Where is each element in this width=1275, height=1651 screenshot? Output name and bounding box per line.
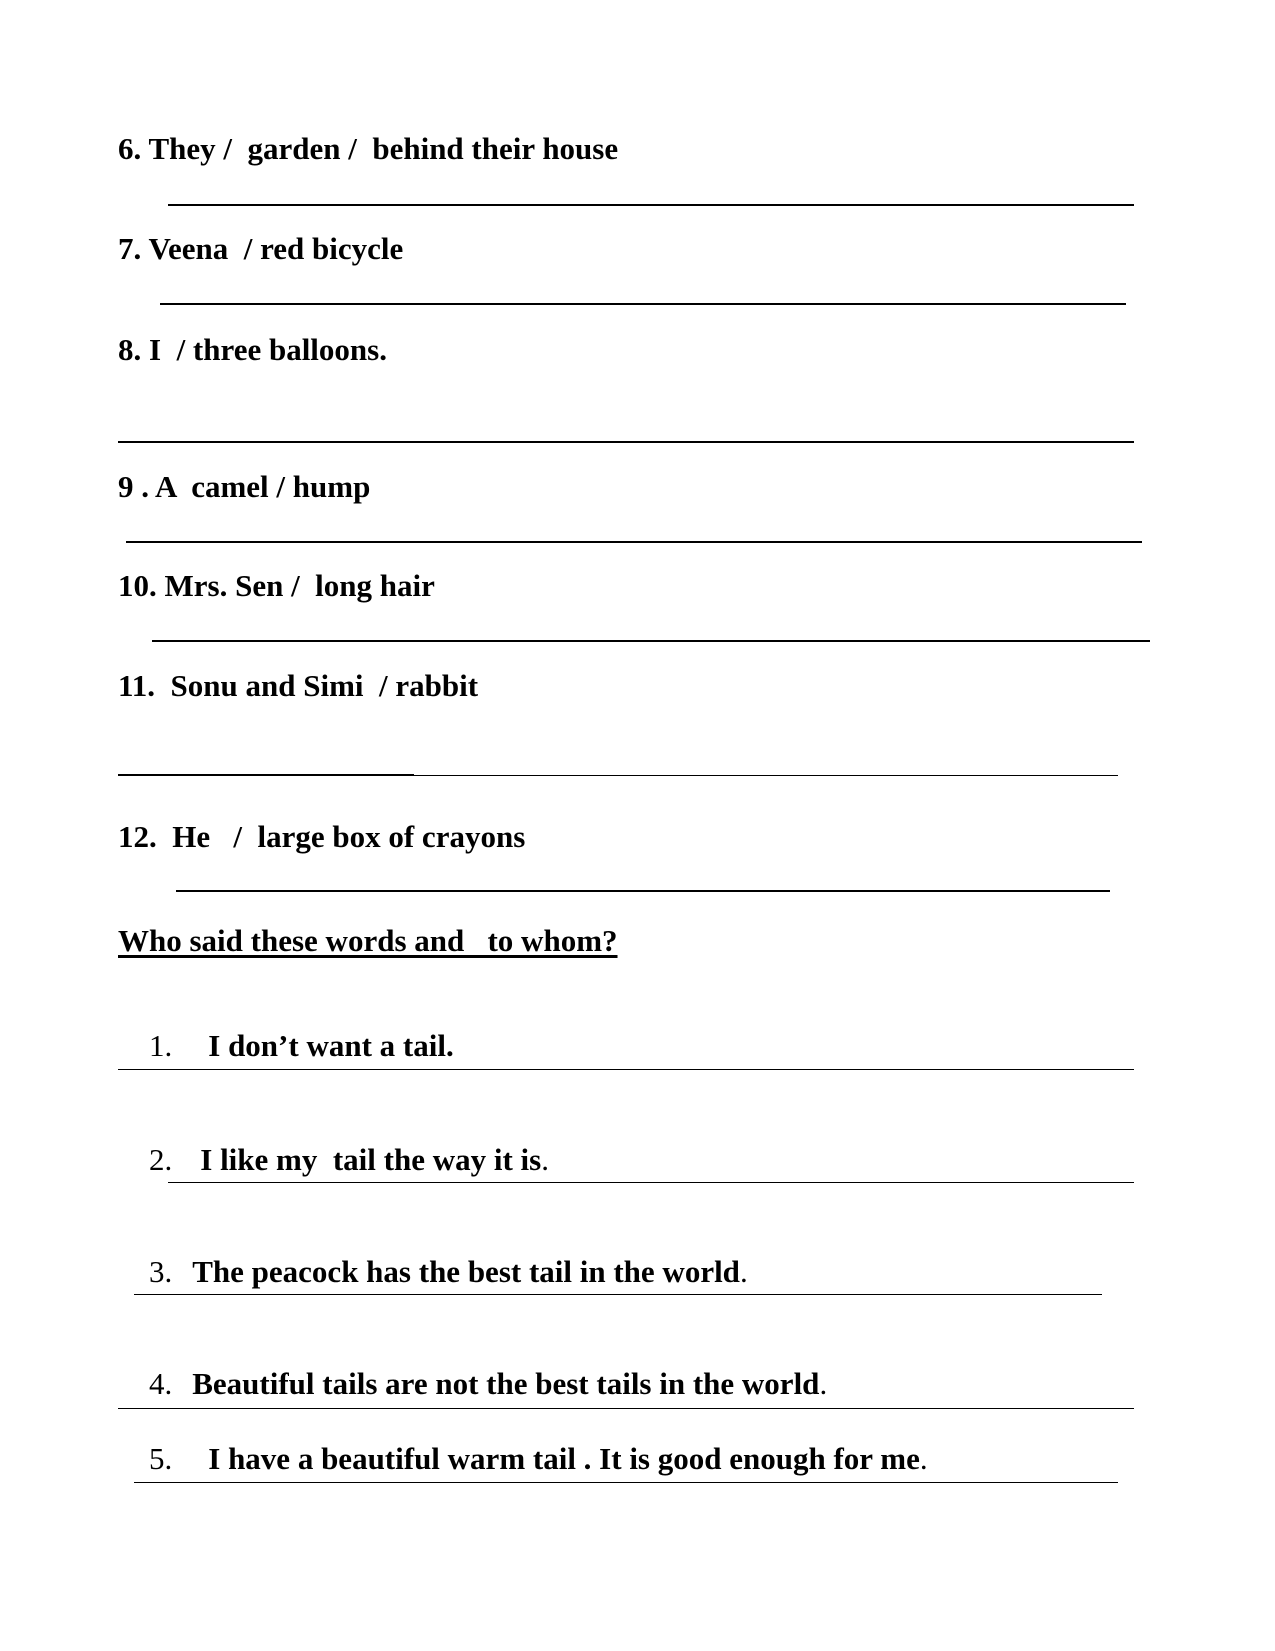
answer-line-7[interactable] bbox=[160, 303, 1126, 305]
speech-period-5: . bbox=[919, 1441, 928, 1476]
speech-question-3 bbox=[118, 1225, 748, 1318]
speech-text-5: I have a beautiful warm tail . It is good enough for me bbox=[208, 1441, 920, 1476]
speech-text-2: I like my tail the way it is bbox=[200, 1142, 542, 1177]
speech-answer-line-1[interactable] bbox=[118, 1069, 1134, 1070]
speech-text-3: The peacock has the best tail in the world bbox=[192, 1254, 740, 1289]
answer-line-12[interactable] bbox=[176, 890, 1110, 892]
section-heading: Who said these words and to whom? bbox=[118, 923, 618, 958]
answer-line-6[interactable] bbox=[168, 204, 1134, 206]
answer-line-9[interactable] bbox=[126, 541, 1142, 543]
speech-number-1: 1. bbox=[149, 1028, 173, 1063]
speech-text-1: I don’t want a tail. bbox=[208, 1028, 454, 1063]
question-11: 11. Sonu and Simi / rabbit bbox=[118, 668, 479, 703]
speech-question-5 bbox=[118, 1412, 928, 1505]
answer-line-11[interactable] bbox=[414, 775, 1118, 776]
speech-number-5: 5. bbox=[149, 1441, 173, 1476]
question-9: 9 . A camel / hump bbox=[118, 469, 371, 504]
speech-question-2 bbox=[118, 1113, 549, 1206]
question-10: 10. Mrs. Sen / long hair bbox=[118, 568, 435, 603]
speech-question-1 bbox=[118, 999, 454, 1092]
speech-number-3: 3. bbox=[149, 1254, 173, 1289]
speech-number-2: 2. bbox=[149, 1142, 173, 1177]
answer-line-8[interactable] bbox=[118, 441, 1134, 443]
speech-answer-line-2[interactable] bbox=[168, 1182, 1134, 1183]
speech-period-3: . bbox=[739, 1254, 748, 1289]
speech-answer-line-4[interactable] bbox=[118, 1408, 1134, 1409]
question-12: 12. He / large box of crayons bbox=[118, 819, 526, 854]
speech-number-4: 4. bbox=[149, 1366, 173, 1401]
question-6: 6. They / garden / behind their house bbox=[118, 131, 619, 166]
answer-line-10[interactable] bbox=[152, 640, 1150, 642]
answer-line-11-bold[interactable] bbox=[118, 774, 414, 776]
speech-answer-line-3[interactable] bbox=[134, 1294, 1102, 1295]
speech-text-4: Beautiful tails are not the best tails in the world bbox=[192, 1366, 820, 1401]
speech-period-4: . bbox=[819, 1366, 828, 1401]
speech-answer-line-5[interactable] bbox=[134, 1482, 1118, 1483]
question-7: 7. Veena / red bicycle bbox=[118, 231, 404, 266]
speech-period-2: . bbox=[541, 1142, 549, 1177]
question-8: 8. I / three balloons. bbox=[118, 332, 387, 367]
